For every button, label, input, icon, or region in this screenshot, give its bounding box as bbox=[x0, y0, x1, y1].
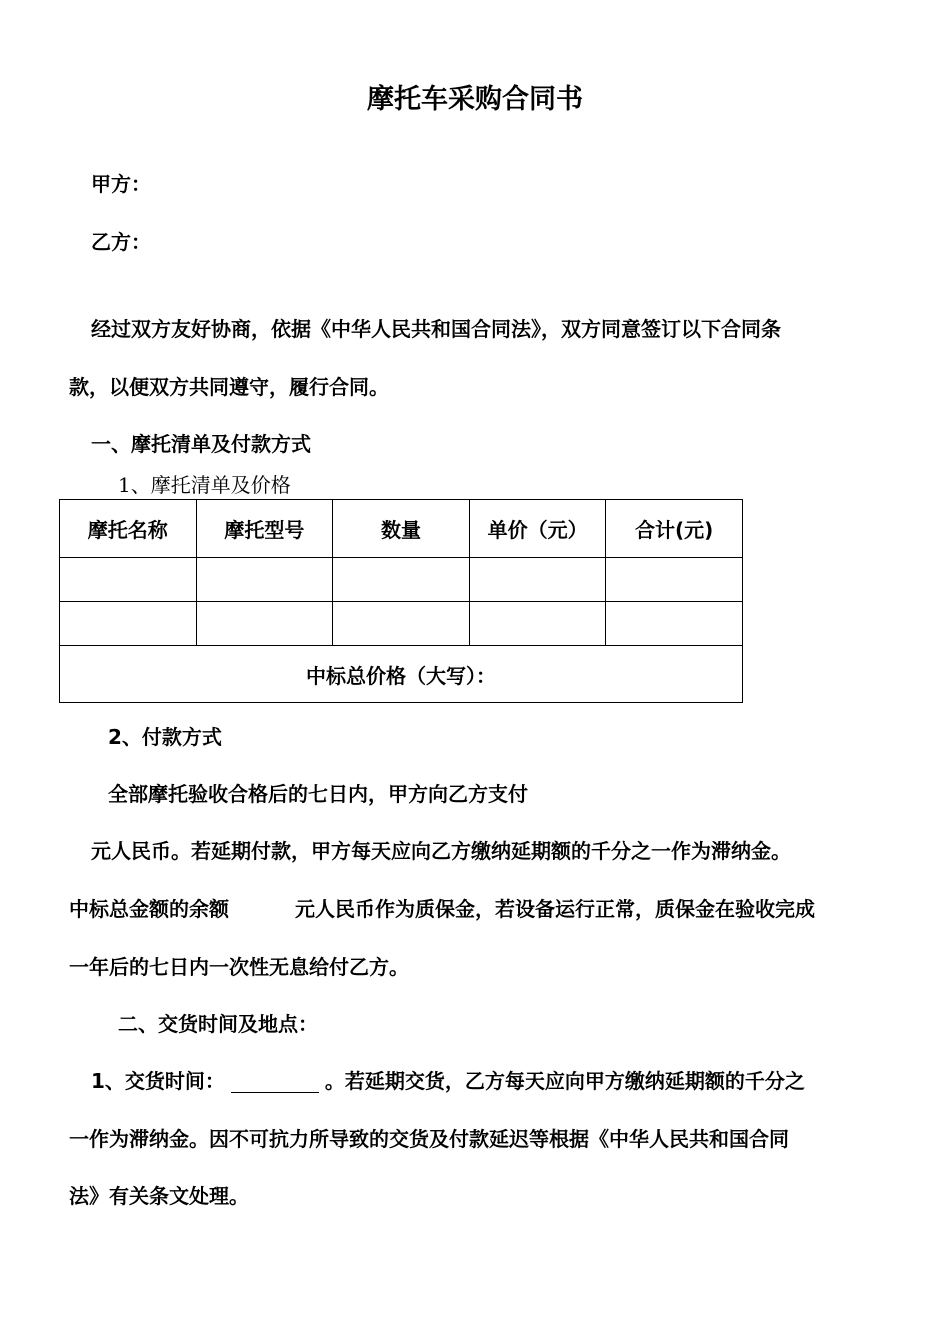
motorcycle-price-table bbox=[59, 499, 743, 703]
table-total-row bbox=[60, 646, 743, 703]
table-cell bbox=[60, 558, 197, 602]
party-b-label: 乙方： bbox=[91, 230, 151, 254]
table-cell bbox=[469, 602, 606, 646]
delivery-line-1-text: 。若延期交货，乙方每天应向甲方缴纳延期额的千分之 bbox=[324, 1069, 805, 1093]
table-header-cell: 摩托型号 bbox=[196, 500, 333, 558]
intro-line-1: 经过双方友好协商，依据《中华人民共和国合同法》，双方同意签订以下合同条 bbox=[91, 317, 781, 341]
table-header-cell: 数量 bbox=[333, 500, 470, 558]
payment-line-2: 元人民币。若延期付款，甲方每天应向乙方缴纳延期额的千分之一作为滞纳金。 bbox=[91, 839, 791, 863]
delivery-line-2: 一作为滞纳金。因不可抗力所导致的交货及付款延迟等根据《中华人民共和国合同 bbox=[69, 1127, 789, 1151]
intro-line-2: 款，以便双方共同遵守，履行合同。 bbox=[69, 375, 389, 399]
table-cell bbox=[60, 602, 197, 646]
table-cell bbox=[333, 602, 470, 646]
table-cell bbox=[606, 558, 743, 602]
document-title: 摩托车采购合同书 bbox=[367, 84, 583, 115]
delivery-time-label: 1、交货时间： bbox=[91, 1069, 225, 1093]
section-1-heading: 一、摩托清单及付款方式 bbox=[91, 432, 311, 456]
payment-line-3a: 中标总金额的余额 bbox=[69, 897, 229, 921]
table-row bbox=[60, 558, 743, 602]
payment-line-4: 一年后的七日内一次性无息给付乙方。 bbox=[69, 955, 409, 979]
subsection-1-heading: 1、摩托清单及价格 bbox=[118, 473, 291, 497]
table-cell bbox=[469, 558, 606, 602]
section-2-heading: 二、交货时间及地点： bbox=[118, 1012, 318, 1036]
party-a-label: 甲方： bbox=[91, 172, 151, 196]
table-row bbox=[60, 602, 743, 646]
table-cell bbox=[333, 558, 470, 602]
table-cell bbox=[606, 602, 743, 646]
payment-line-3b: 元人民币作为质保金，若设备运行正常，质保金在验收完成 bbox=[295, 897, 815, 921]
table-header-row bbox=[60, 500, 743, 558]
table-header-cell: 单价（元） bbox=[469, 500, 606, 558]
table-header-cell: 摩托名称 bbox=[60, 500, 197, 558]
total-price-label: 中标总价格（大写）： bbox=[60, 646, 743, 703]
payment-line-1: 全部摩托验收合格后的七日内，甲方向乙方支付 bbox=[108, 782, 528, 806]
subsection-2-heading: 2、付款方式 bbox=[108, 725, 222, 749]
delivery-line-1 bbox=[91, 1069, 805, 1093]
table-header-cell: 合计(元) bbox=[606, 500, 743, 558]
table-cell bbox=[196, 602, 333, 646]
table-cell bbox=[196, 558, 333, 602]
delivery-line-3: 法》有关条文处理。 bbox=[69, 1184, 249, 1208]
delivery-time-blank bbox=[231, 1072, 319, 1093]
